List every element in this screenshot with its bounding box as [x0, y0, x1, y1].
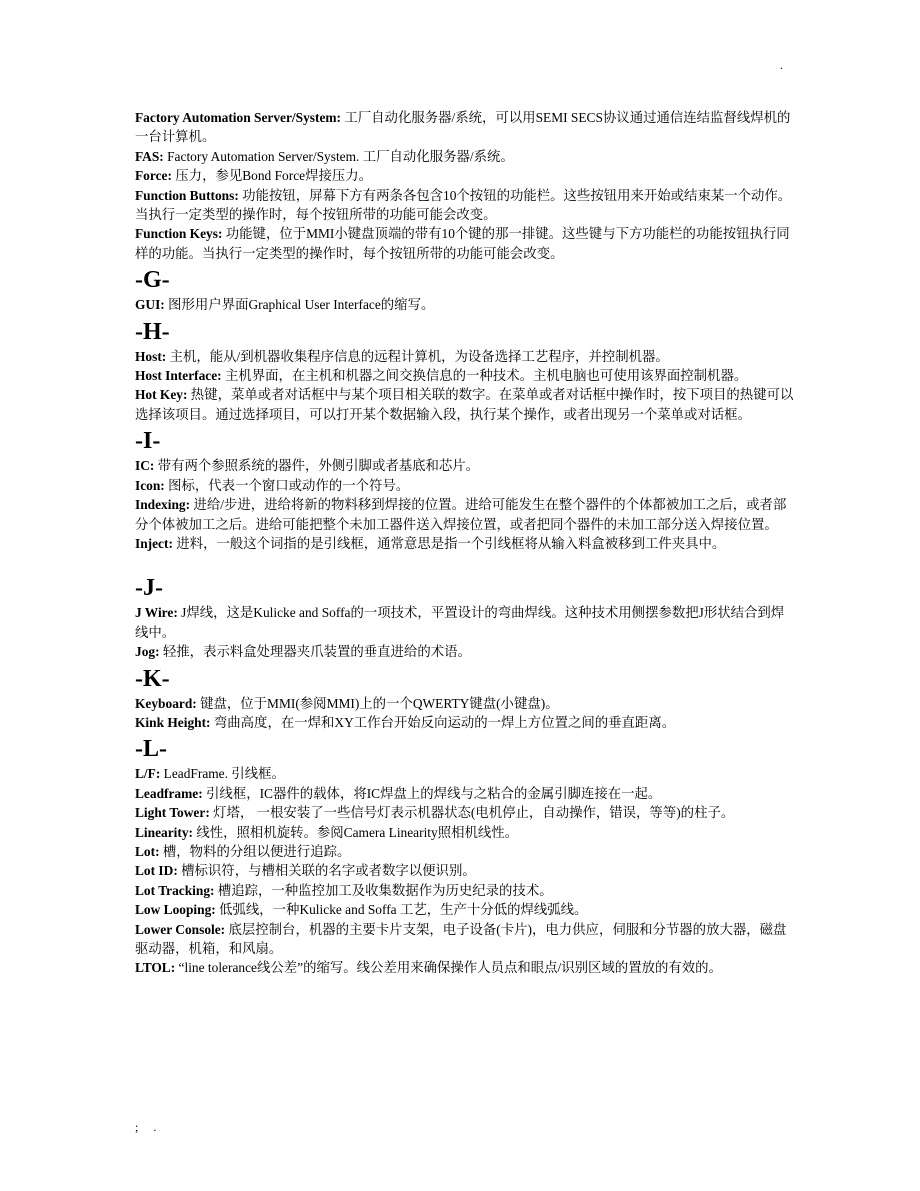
glossary-term: Force:	[135, 168, 172, 184]
glossary-term: Lot Tracking:	[135, 882, 215, 898]
glossary-entry	[135, 147, 795, 166]
glossary-term: LTOL:	[135, 960, 176, 976]
glossary-entry	[135, 186, 795, 225]
glossary-entry	[135, 823, 795, 842]
glossary-term: Hot Key:	[135, 387, 188, 403]
glossary-term: J Wire:	[135, 605, 178, 621]
glossary-term: GUI:	[135, 297, 165, 313]
glossary-definition: 轻推，表示料盒处理器夹爪装置的垂直进给的术语。	[159, 644, 471, 660]
glossary-definition: 槽，物料的分组以便进行追踪。	[159, 843, 351, 859]
glossary-term: Indexing:	[135, 497, 191, 513]
glossary-definition: 进料，一般这个词指的是引线框，通常意思是指一个引线框将从输入料盒被移到工件夹具中。	[172, 535, 726, 551]
section-heading: -K-	[135, 665, 170, 692]
glossary-term: Function Buttons:	[135, 187, 239, 203]
glossary-term: FAS:	[135, 148, 164, 164]
glossary-definition: 压力，参见Bond Force焊接压力。	[171, 168, 373, 184]
glossary-definition: 主机，能从/到机器收集程序信息的远程计算机，为设备选择工艺程序，并控制机器。	[166, 348, 669, 364]
glossary-entry	[135, 224, 795, 263]
glossary-entry	[135, 881, 795, 900]
glossary-entry	[135, 347, 795, 366]
section-spacer	[135, 553, 795, 571]
glossary-definition: 键盘，位于MMI(参阅MMI)上的一个QWERTY键盘(小键盘)。	[196, 695, 559, 711]
glossary-term: Low Looping:	[135, 902, 216, 918]
glossary-entry	[135, 958, 795, 977]
glossary-entry	[135, 713, 795, 732]
section-heading: -I-	[135, 428, 161, 455]
glossary-entry	[135, 295, 795, 314]
glossary-definition: 槽追踪，一种监控加工及收集数据作为历史纪录的技术。	[214, 882, 553, 898]
glossary-definition: Factory Automation Server/System. 工厂自动化服务器/系统。	[163, 148, 514, 164]
glossary-term: Jog:	[135, 644, 160, 660]
glossary-entry	[135, 603, 795, 642]
section-heading: -H-	[135, 318, 170, 345]
glossary-definition: 热键，菜单或者对话框中与某个项目相关联的数字。在菜单或者对话框中操作时，按下项目的热键可以选择该项目。通过选择项目，可以打开某个数据输入段，执行某个操作，或者出现另一个菜单或对话框。	[135, 387, 794, 422]
section-heading: -L-	[135, 736, 167, 763]
glossary-definition: 线性，照相机旋转。参阅Camera Linearity照相机线性。	[193, 824, 519, 840]
glossary-definition: LeadFrame. 引线框。	[160, 766, 285, 782]
page-footer-mark: ; .	[135, 1120, 163, 1134]
glossary-entry	[135, 784, 795, 803]
glossary-entry	[135, 900, 795, 919]
glossary-definition: 功能按钮，屏幕下方有两条各包含10个按钮的功能栏。这些按钮用来开始或结束某一个动作。当执行一定类型的操作时，每个按钮所带的功能可能会改变。	[135, 187, 792, 223]
glossary-entry	[135, 166, 795, 185]
glossary-term: Host:	[135, 348, 167, 364]
glossary-entry	[135, 108, 795, 147]
glossary-term: Lot ID:	[135, 863, 178, 879]
glossary-definition: “line tolerance线公差”的缩写。线公差用来确保操作人员点和眼点/识别区域的置放的有效的。	[175, 960, 722, 976]
glossary-term: L/F:	[135, 766, 161, 782]
glossary-definition: 图标，代表一个窗口或动作的一个符号。	[164, 477, 410, 493]
glossary-definition: J焊线，这是Kulicke and Soffa的一项技术，平置设计的弯曲焊线。这种技术用侧摆参数把J形状结合到焊线中。	[135, 605, 785, 640]
glossary-entry	[135, 385, 795, 424]
glossary-term: Lot:	[135, 843, 160, 859]
glossary-definition: 进给/步进，进给将新的物料移到焊接的位置。进给可能发生在整个器件的个体都被加工之后，或者部分个体被加工之后。进给可能把整个未加工器件送入焊接位置，或者把同个器件的未加工部分送入焊接位置。	[135, 497, 787, 532]
glossary-definition: 图形用户界面Graphical User Interface的缩写。	[164, 297, 435, 313]
glossary-term: Lower Console:	[135, 921, 226, 937]
glossary-term: Inject:	[135, 535, 173, 551]
glossary-term: Function Keys:	[135, 226, 223, 242]
glossary-term: Light Tower:	[135, 805, 210, 821]
glossary-body	[135, 108, 795, 978]
glossary-definition: 底层控制台，机器的主要卡片支架，电子设备(卡片)，电力供应，伺服和分节器的放大器，磁盘驱动器，机箱，和风扇。	[135, 921, 787, 956]
glossary-definition: 低弧线，一种Kulicke and Soffa 工艺，生产十分低的焊线弧线。	[215, 902, 588, 918]
glossary-definition: 工厂自动化服务器/系统，可以用SEMI SECS协议通过通信连结监督线焊机的一台计算机。	[135, 110, 791, 145]
glossary-definition: 主机界面，在主机和机器之间交换信息的一种技术。主机电脑也可使用该界面控制机器。	[221, 368, 748, 384]
glossary-entry	[135, 861, 795, 880]
glossary-definition: 槽标识符，与槽相关联的名字或者数字以便识别。	[177, 863, 476, 879]
glossary-definition: 弯曲高度，在一焊和XY工作台开始反向运动的一焊上方位置之间的垂直距离。	[210, 714, 676, 730]
section-heading: -J-	[135, 575, 163, 602]
glossary-entry	[135, 764, 795, 783]
glossary-entry	[135, 534, 795, 553]
glossary-entry	[135, 476, 795, 495]
glossary-term: IC:	[135, 458, 155, 474]
glossary-definition: 引线框，IC器件的载体，将IC焊盘上的焊线与之粘合的金属引脚连接在一起。	[202, 785, 662, 801]
glossary-entry	[135, 842, 795, 861]
section-heading: -G-	[135, 267, 170, 294]
glossary-entry	[135, 642, 795, 661]
glossary-entry	[135, 456, 795, 475]
glossary-term: Kink Height:	[135, 714, 211, 730]
glossary-definition: 带有两个参照系统的器件，外侧引脚或者基底和芯片。	[154, 458, 480, 474]
glossary-entry	[135, 366, 795, 385]
glossary-term: Icon:	[135, 477, 165, 493]
glossary-term: Leadframe:	[135, 785, 203, 801]
glossary-entry	[135, 495, 795, 534]
glossary-definition: 功能键，位于MMI小键盘顶端的带有10个键的那一排键。这些键与下方功能栏的功能按钮执行同样的功能。当执行一定类型的操作时，每个按钮所带的功能可能会改变。	[135, 226, 790, 261]
glossary-term: Factory Automation Server/System:	[135, 110, 342, 125]
glossary-term: Linearity:	[135, 824, 194, 840]
glossary-definition: 灯塔， 一根安装了一些信号灯表示机器状态(电机停止，自动操作，错误，等等)的柱子。	[209, 805, 735, 821]
glossary-entry	[135, 694, 795, 713]
glossary-entry	[135, 803, 795, 822]
page-corner-mark: .	[780, 58, 783, 72]
glossary-entry	[135, 920, 795, 959]
glossary-term: Keyboard:	[135, 695, 197, 711]
glossary-term: Host Interface:	[135, 368, 222, 384]
